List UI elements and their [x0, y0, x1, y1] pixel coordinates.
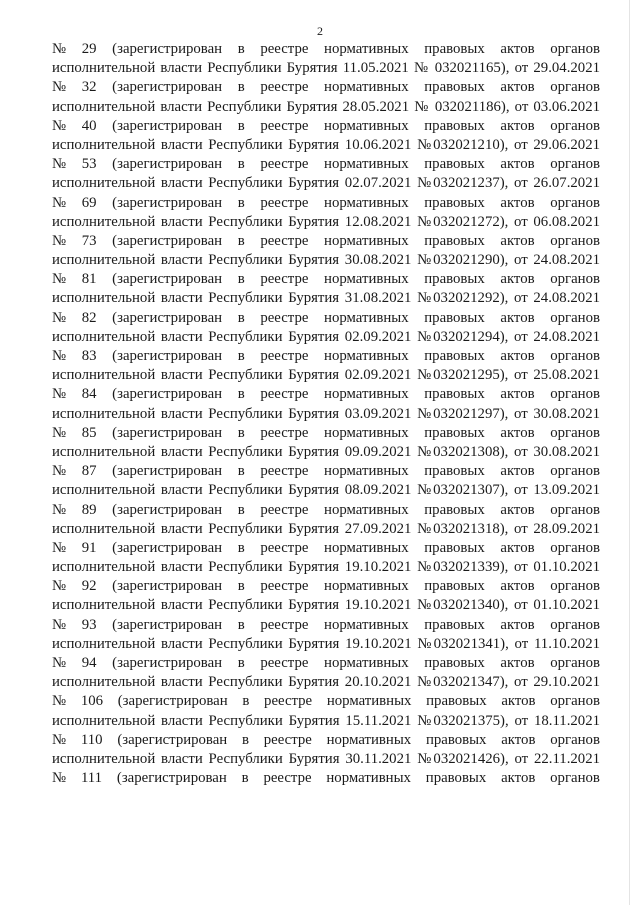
entry-first-line: [52, 501, 600, 520]
entry-text-word: реестре: [260, 156, 309, 173]
entry-number: 91: [81, 539, 97, 556]
entry-number-sign: №: [52, 693, 67, 710]
entry-first-line: [52, 194, 600, 213]
entry-text-word: правовых: [424, 79, 485, 96]
entry-text-word: правовых: [425, 770, 487, 787]
entry-text-word: в: [237, 232, 245, 249]
entry-number-sign: №: [52, 117, 67, 134]
entry-text-word: нормативных: [324, 424, 409, 441]
entry-text-word: в: [237, 117, 245, 134]
entry-text-word: реестре: [260, 41, 309, 57]
entry-text-word: органов: [550, 616, 600, 633]
entry-text-word: в: [237, 463, 245, 480]
entry-text-word: (зарегистрирован: [112, 271, 223, 288]
entry-second-line: исполнительной власти Республики Бурятия 27.09.2021 №032021318), от 28.09.2021: [52, 520, 600, 537]
entry-text-word: актов: [500, 156, 535, 173]
entry-number-sign: №: [52, 309, 67, 326]
entry-second-line: исполнительной власти Республики Бурятия 30.11.2021 №032021426), от 22.11.2021: [52, 750, 600, 767]
entry-first-line: [52, 462, 600, 481]
entry-text-word: актов: [501, 731, 536, 748]
entry-text-word: нормативных: [324, 539, 409, 556]
entry-text-word: реестре: [260, 386, 309, 403]
entry-text-word: нормативных: [324, 578, 409, 595]
entry-text-word: органов: [550, 309, 600, 326]
entry-second-line: исполнительной власти Республики Бурятия 08.09.2021 №032021307), от 13.09.2021: [52, 482, 600, 499]
entry-second-line: исполнительной власти Республики Бурятия 02.09.2021 №032021295), от 25.08.2021: [52, 367, 600, 384]
entry-text-word: (зарегистрирован: [112, 463, 223, 480]
registry-entry: [52, 424, 600, 462]
entry-text-word: реестре: [260, 117, 309, 134]
entry-text-word: в: [237, 156, 245, 173]
entry-number-sign: №: [52, 156, 67, 173]
entry-first-line: [52, 539, 600, 558]
entry-text-word: правовых: [426, 693, 487, 710]
registry-entry: [52, 654, 600, 692]
entry-text-word: актов: [500, 79, 535, 96]
entry-first-line: [52, 78, 600, 97]
entry-text-word: актов: [501, 770, 536, 787]
entry-text-word: (зарегистрирован: [112, 117, 223, 134]
entry-text-word: в: [237, 309, 245, 326]
entry-text-word: нормативных: [324, 117, 409, 134]
entry-text-word: правовых: [424, 386, 485, 403]
entry-text-word: реестре: [260, 539, 309, 556]
entry-number-sign: №: [52, 616, 67, 633]
entry-text-word: реестре: [264, 693, 313, 710]
registry-entry: [52, 155, 600, 193]
entry-text-word: реестре: [260, 655, 309, 671]
entry-text-word: органов: [550, 117, 600, 134]
entry-text-word: нормативных: [326, 770, 411, 787]
entry-text-word: нормативных: [324, 309, 409, 326]
entry-text-word: органов: [550, 156, 600, 173]
registry-entry-list: [52, 40, 600, 788]
entry-second-line: исполнительной власти Республики Бурятия 03.09.2021 №032021297), от 30.08.2021: [52, 405, 600, 422]
entry-first-line: [52, 309, 600, 328]
entry-text-word: (зарегистрирован: [112, 424, 223, 441]
entry-number-sign: №: [52, 386, 67, 403]
entry-text-word: нормативных: [324, 616, 409, 633]
entry-text-word: (зарегистрирован: [112, 79, 223, 96]
entry-text-word: актов: [500, 578, 535, 595]
entry-first-line: [52, 385, 600, 404]
entry-text-word: правовых: [424, 194, 485, 211]
entry-text-word: правовых: [424, 578, 485, 595]
entry-text-word: органов: [550, 693, 600, 710]
entry-text-word: в: [237, 348, 245, 364]
entry-first-line: [52, 155, 600, 174]
entry-text-word: (зарегистрирован: [117, 693, 228, 710]
registry-entry: [52, 501, 600, 539]
entry-number-sign: №: [52, 79, 67, 96]
entry-first-line: [52, 347, 600, 366]
entry-number: 84: [81, 386, 97, 403]
entry-text-word: в: [237, 79, 245, 96]
entry-text-word: органов: [550, 194, 600, 211]
entry-second-line: исполнительной власти Республики Бурятия 09.09.2021 №032021308), от 30.08.2021: [52, 443, 600, 460]
entry-text-word: актов: [500, 463, 535, 480]
entry-first-line: [52, 577, 600, 596]
entry-number-sign: №: [52, 578, 67, 595]
entry-text-word: актов: [500, 386, 535, 403]
entry-second-line: исполнительной власти Республики Бурятия 28.05.2021 № 032021186), от 03.06.2021: [52, 98, 600, 115]
entry-text-word: правовых: [424, 232, 485, 249]
entry-text-word: реестре: [260, 424, 309, 441]
entry-text-word: актов: [501, 693, 536, 710]
entry-first-line: [52, 769, 600, 788]
entry-text-word: органов: [550, 79, 600, 96]
entry-text-word: нормативных: [324, 79, 409, 96]
entry-second-line: исполнительной власти Республики Бурятия 19.10.2021 №032021340), от 01.10.2021: [52, 597, 600, 614]
entry-number: 93: [81, 616, 97, 633]
registry-entry: [52, 194, 600, 232]
entry-text-word: реестре: [260, 309, 309, 326]
entry-text-word: правовых: [424, 156, 485, 173]
entry-text-word: реестре: [260, 271, 309, 288]
entry-text-word: нормативных: [324, 271, 409, 288]
entry-first-line: [52, 40, 600, 59]
entry-text-word: органов: [550, 386, 600, 403]
entry-number: 106: [80, 693, 104, 710]
entry-text-word: нормативных: [324, 156, 409, 173]
entry-text-word: актов: [500, 309, 535, 326]
entry-number: 73: [81, 232, 97, 249]
entry-second-line: исполнительной власти Республики Бурятия 19.10.2021 №032021339), от 01.10.2021: [52, 559, 600, 576]
entry-text-word: реестре: [260, 501, 309, 518]
entry-text-word: актов: [500, 348, 535, 364]
entry-text-word: в: [237, 578, 245, 595]
entry-text-word: органов: [550, 731, 600, 748]
entry-text-word: органов: [550, 41, 600, 57]
entry-text-word: реестре: [260, 463, 309, 480]
entry-number: 40: [81, 117, 97, 134]
entry-text-word: нормативных: [324, 194, 409, 211]
entry-number: 87: [81, 463, 97, 480]
entry-text-word: правовых: [424, 616, 485, 633]
registry-entry: [52, 309, 600, 347]
entry-number: 83: [81, 348, 97, 364]
entry-text-word: в: [237, 616, 245, 633]
entry-first-line: [52, 654, 600, 673]
entry-text-word: органов: [550, 655, 600, 671]
entry-text-word: актов: [500, 655, 535, 671]
registry-entry-partial: [52, 769, 600, 788]
entry-first-line: [52, 424, 600, 443]
entry-text-word: органов: [550, 348, 600, 364]
entry-text-word: реестре: [260, 616, 309, 633]
entry-number: 111: [80, 770, 103, 787]
entry-number-sign: №: [52, 424, 67, 441]
entry-text-word: (зарегистрирован: [112, 194, 223, 211]
entry-text-word: актов: [500, 232, 535, 249]
registry-entry: [52, 78, 600, 116]
entry-first-line: [52, 117, 600, 136]
entry-text-word: реестре: [260, 348, 309, 364]
entry-text-word: нормативных: [324, 655, 409, 671]
entry-text-word: нормативных: [324, 232, 409, 249]
entry-text-word: правовых: [424, 309, 485, 326]
entry-text-word: в: [237, 194, 245, 211]
entry-second-line: исполнительной власти Республики Бурятия 19.10.2021 №032021341), от 11.10.2021: [52, 635, 600, 652]
entry-number: 94: [81, 655, 97, 671]
entry-number-sign: №: [52, 232, 67, 249]
entry-text-word: (зарегистрирован: [112, 156, 223, 173]
entry-number-sign: №: [52, 463, 67, 480]
entry-text-word: реестре: [260, 232, 309, 249]
registry-entry: [52, 385, 600, 423]
entry-text-word: в: [241, 770, 249, 787]
entry-text-word: актов: [500, 539, 535, 556]
entry-text-word: (зарегистрирован: [112, 309, 223, 326]
entry-second-line: исполнительной власти Республики Бурятия 30.08.2021 №032021290), от 24.08.2021: [52, 252, 600, 269]
entry-text-word: (зарегистрирован: [112, 348, 223, 364]
entry-text-word: правовых: [424, 41, 485, 57]
entry-text-word: в: [237, 386, 245, 403]
registry-entry: [52, 347, 600, 385]
entry-second-line: исполнительной власти Республики Бурятия 10.06.2021 №032021210), от 29.06.2021: [52, 136, 600, 153]
entry-number-sign: №: [52, 539, 67, 556]
entry-number: 85: [81, 424, 97, 441]
entry-text-word: нормативных: [324, 386, 409, 403]
entry-text-word: нормативных: [326, 731, 412, 748]
entry-text-word: (зарегистрирован: [117, 731, 228, 748]
entry-text-word: в: [237, 655, 245, 671]
registry-entry: [52, 577, 600, 615]
entry-text-word: реестре: [263, 731, 312, 748]
entry-number: 82: [81, 309, 97, 326]
page-number: 2: [317, 24, 323, 38]
entry-text-word: (зарегистрирован: [112, 386, 223, 403]
entry-first-line: [52, 232, 600, 251]
entry-text-word: (зарегистрирован: [112, 232, 223, 249]
entry-text-word: правовых: [424, 655, 485, 671]
entry-second-line: исполнительной власти Республики Бурятия 11.05.2021 № 032021165), от 29.04.2021: [52, 60, 600, 77]
entry-first-line: [52, 692, 600, 711]
registry-entry: [52, 616, 600, 654]
entry-text-word: актов: [500, 424, 535, 441]
entry-text-word: нормативных: [324, 463, 409, 480]
entry-text-word: в: [242, 693, 250, 710]
registry-entry: [52, 731, 600, 769]
entry-number-sign: №: [52, 41, 67, 57]
entry-number: 53: [81, 156, 97, 173]
entry-text-word: правовых: [425, 731, 487, 748]
entry-text-word: реестре: [260, 578, 309, 595]
entry-second-line: исполнительной власти Республики Бурятия 02.07.2021 №032021237), от 26.07.2021: [52, 175, 600, 192]
entry-text-word: в: [237, 539, 245, 556]
registry-entry: [52, 692, 600, 730]
entry-text-word: правовых: [424, 501, 485, 518]
entry-number: 29: [81, 41, 97, 57]
registry-entry: [52, 117, 600, 155]
entry-text-word: реестре: [263, 770, 312, 787]
entry-number-sign: №: [52, 770, 67, 787]
entry-text-word: правовых: [424, 463, 485, 480]
entry-number: 89: [81, 501, 97, 518]
entry-text-word: (зарегистрирован: [112, 539, 223, 556]
entry-text-word: правовых: [424, 117, 485, 134]
entry-text-word: актов: [500, 501, 535, 518]
entry-second-line: исполнительной власти Республики Бурятия 20.10.2021 №032021347), от 29.10.2021: [52, 674, 600, 691]
entry-first-line: [52, 731, 600, 750]
entry-second-line: исполнительной власти Республики Бурятия 12.08.2021 №032021272), от 06.08.2021: [52, 213, 600, 230]
entry-number-sign: №: [52, 348, 67, 364]
entry-text-word: актов: [500, 616, 535, 633]
entry-text-word: органов: [550, 271, 600, 288]
entry-text-word: (зарегистрирован: [112, 655, 223, 671]
entry-number: 69: [81, 194, 97, 211]
entry-number: 110: [80, 731, 103, 748]
registry-entry: [52, 232, 600, 270]
entry-number-sign: №: [52, 194, 67, 211]
entry-text-word: органов: [550, 463, 600, 480]
entry-text-word: (зарегистрирован: [112, 578, 223, 595]
entry-text-word: нормативных: [324, 501, 409, 518]
entry-second-line: исполнительной власти Республики Бурятия 15.11.2021 №032021375), от 18.11.2021: [52, 712, 600, 729]
entry-text-word: органов: [550, 424, 600, 441]
entry-number: 92: [81, 578, 97, 595]
entry-number-sign: №: [52, 501, 67, 518]
registry-entry: [52, 462, 600, 500]
registry-entry: [52, 40, 600, 78]
entry-second-line: исполнительной власти Республики Бурятия 31.08.2021 №032021292), от 24.08.2021: [52, 290, 600, 307]
entry-text-word: органов: [550, 770, 600, 787]
entry-text-word: в: [237, 424, 245, 441]
entry-text-word: актов: [500, 41, 535, 57]
entry-number: 81: [81, 271, 97, 288]
entry-number: 32: [81, 79, 97, 96]
entry-text-word: актов: [500, 194, 535, 211]
entry-first-line: [52, 616, 600, 635]
entry-text-word: реестре: [260, 194, 309, 211]
entry-text-word: в: [237, 501, 245, 518]
entry-text-word: реестре: [260, 79, 309, 96]
scan-edge-line: [629, 0, 630, 905]
entry-text-word: нормативных: [324, 348, 409, 364]
entry-first-line: [52, 270, 600, 289]
entry-text-word: нормативных: [324, 41, 409, 57]
entry-text-word: в: [237, 41, 245, 57]
registry-entry: [52, 270, 600, 308]
entry-text-word: правовых: [424, 348, 485, 364]
entry-number-sign: №: [52, 731, 67, 748]
entry-text-word: органов: [550, 578, 600, 595]
entry-text-word: правовых: [424, 271, 485, 288]
entry-number-sign: №: [52, 271, 67, 288]
entry-text-word: нормативных: [326, 693, 412, 710]
entry-text-word: органов: [550, 539, 600, 556]
entry-second-line: исполнительной власти Республики Бурятия 02.09.2021 №032021294), от 24.08.2021: [52, 328, 600, 345]
entry-text-word: (зарегистрирован: [116, 770, 227, 787]
entry-text-word: (зарегистрирован: [112, 41, 223, 57]
registry-entry: [52, 539, 600, 577]
entry-number-sign: №: [52, 655, 67, 671]
entry-text-word: (зарегистрирован: [112, 616, 223, 633]
entry-text-word: актов: [500, 271, 535, 288]
entry-text-word: актов: [500, 117, 535, 134]
entry-text-word: правовых: [424, 539, 485, 556]
entry-text-word: в: [241, 731, 249, 748]
entry-text-word: (зарегистрирован: [112, 501, 223, 518]
entry-text-word: в: [237, 271, 245, 288]
entry-text-word: органов: [550, 501, 600, 518]
entry-text-word: правовых: [424, 424, 485, 441]
entry-text-word: органов: [550, 232, 600, 249]
